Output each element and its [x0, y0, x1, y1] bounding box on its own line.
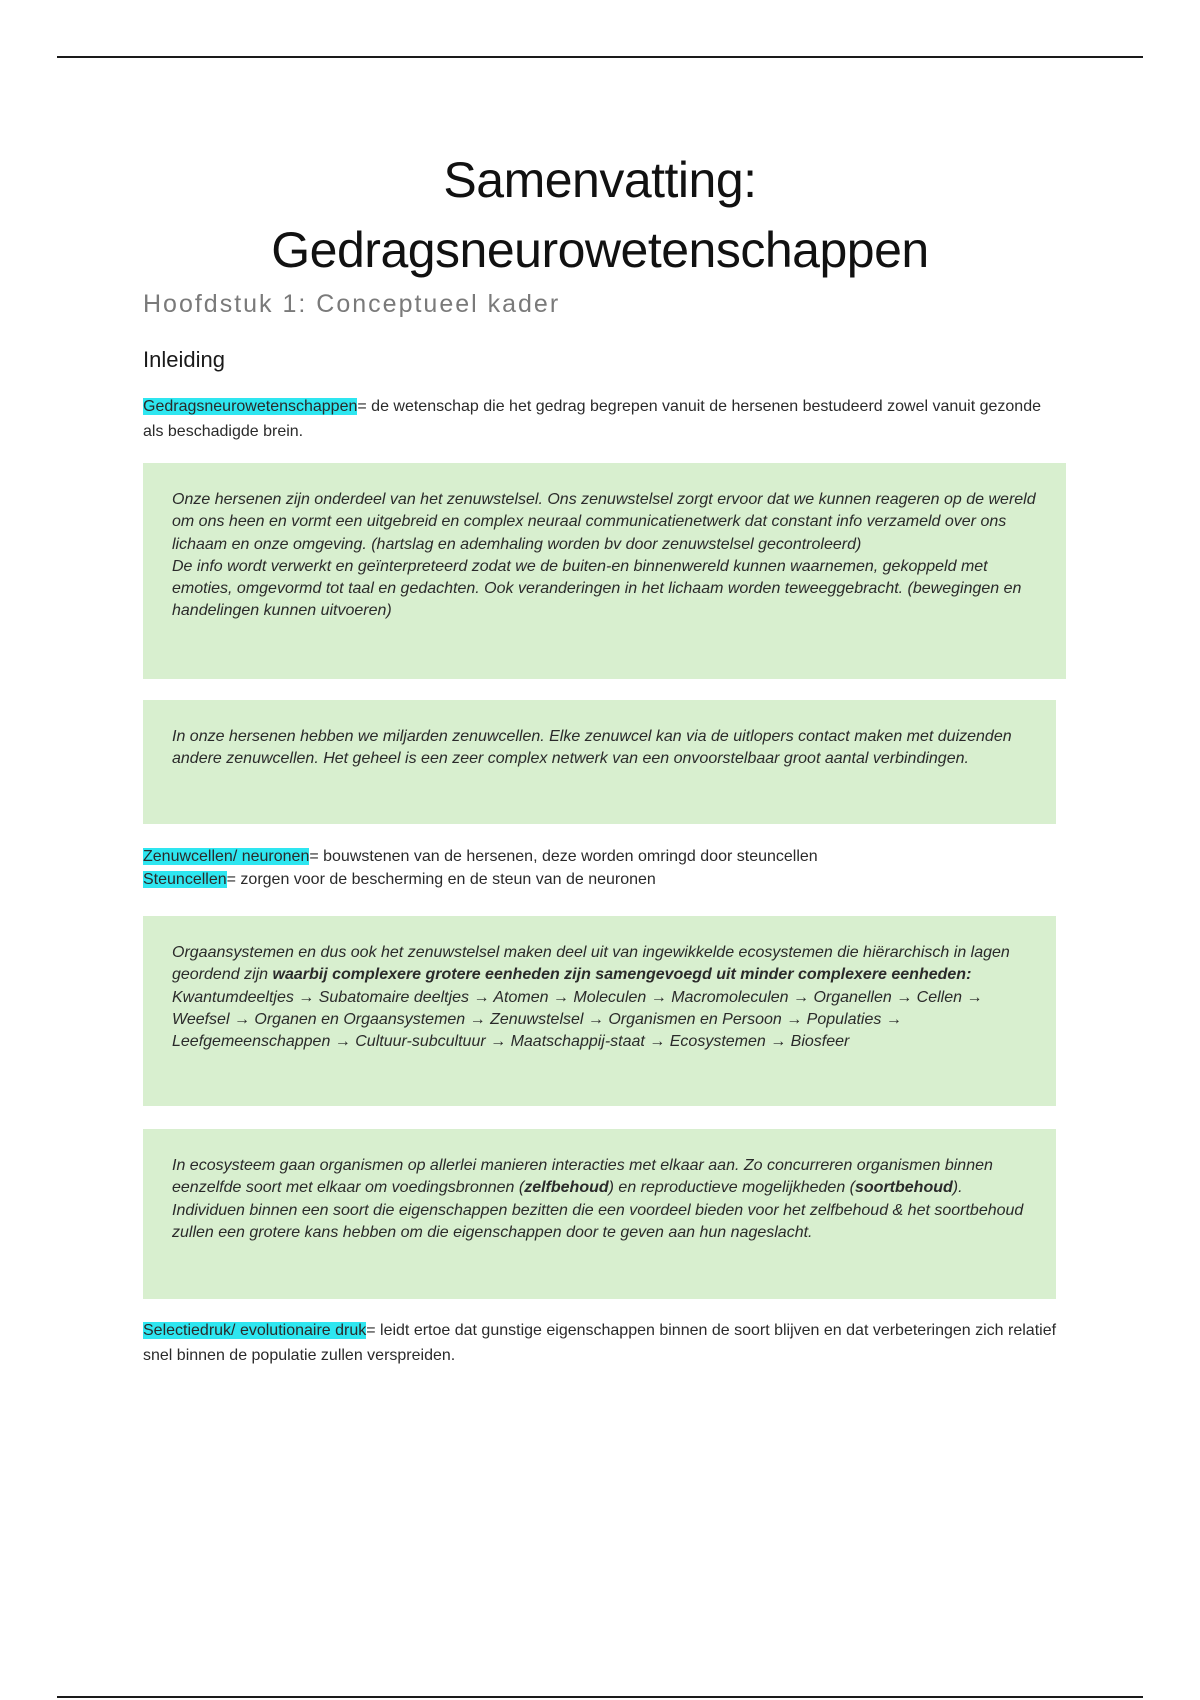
- highlighted-term: Selectiedruk/ evolutionaire druk: [143, 1322, 367, 1339]
- definition-text: = leidt ertoe dat gunstige eigenschappen binnen de soort blijven en dat verbeteringen zich relatief snel binnen de populatie zullen verspreiden.: [143, 1322, 1057, 1364]
- info-box-ecosystemen-hierarchie: [143, 916, 1056, 1106]
- definitions-neuronen: [143, 846, 1063, 891]
- box-paragraph: De info wordt verwerkt en geïnterpreteerd zodat we de buiten-en binnenwereld kunnen waarnemen, gekoppeld met emoties, omgevormd tot taal en gedachten. Ook veranderingen in het lichaam worden teweeggebracht. (bewegingen en handelingen kunnen uitvoeren): [172, 557, 1022, 620]
- box-paragraph: [172, 1155, 1028, 1244]
- definition-selectiedruk: [143, 1318, 1063, 1368]
- title-line-1: Samenvatting:: [443, 152, 757, 208]
- definition-text: = bouwstenen van de hersenen, deze worden omringd door steuncellen: [309, 848, 818, 865]
- info-box-interacties: [143, 1129, 1056, 1299]
- definition-text: = de wetenschap die het gedrag begrepen vanuit de hersenen bestudeerd zowel vanuit gezonde als beschadigde brein.: [143, 398, 1041, 440]
- box-paragraph: Onze hersenen zijn onderdeel van het zenuwstelsel. Ons zenuwstelsel zorgt ervoor dat we kunnen reageren op de wereld om ons heen en vormt een uitgebreid en complex neuraal communicatienetwerk dat constant info verzameld over ons lichaam en onze omgeving. (hartslag en ademhaling worden bv door zenuwstelsel gecontroleerd): [172, 491, 1036, 553]
- box-text: ). Individuen binnen een soort die eigenschappen bezitten die een voordeel bieden voor het zelfbehoud & het soortbehoud zullen een grotere kans hebben om die eigenschappen door te geven aan hun nageslacht.: [172, 1179, 1024, 1241]
- highlighted-term: Gedragsneurowetenschappen: [143, 398, 358, 415]
- definition-steuncellen: [143, 869, 1063, 892]
- title-line-2: Gedragsneurowetenschappen: [271, 222, 929, 278]
- bottom-rule: [57, 1696, 1143, 1698]
- box-text: In ecosysteem gaan organismen op allerlei manieren interacties met elkaar aan. Zo concurreren organismen binnen eenzelfde soort met elkaar om voedingsbronnen (: [172, 1157, 993, 1197]
- info-box-zenuwstelsel: [143, 463, 1066, 679]
- box-paragraph: [172, 942, 1028, 987]
- section-heading: Inleiding: [143, 347, 225, 372]
- box-bold-text: waarbij complexere grotere eenheden zijn samengevoegd uit minder complexere eenheden:: [272, 966, 972, 984]
- definition-gedragsneurowetenschappen: [143, 394, 1063, 444]
- chapter-heading: Hoofdstuk 1: Conceptueel kader: [143, 290, 561, 318]
- hierarchy-chain: Kwantumdeeltjes → Subatomaire deeltjes → Atomen → Moleculen → Macromoleculen → Organellen → Cellen → Weefsel → Organen en Orgaansystemen → Zenuwstelsel → Organismen en Persoon → Populaties → Leefgemeenschappen → Cultuur-subcultuur → Maatschappij-staat → Ecosystemen → Biosfeer: [172, 988, 983, 1051]
- info-box-zenuwcellen: [143, 700, 1056, 824]
- highlighted-term: Zenuwcellen/ neuronen: [143, 848, 310, 865]
- definition-text: = zorgen voor de bescherming en de steun van de neuronen: [226, 870, 656, 888]
- box-text: ) en reproductieve mogelijkheden (: [608, 1179, 855, 1197]
- top-rule: [57, 56, 1143, 58]
- page-title: [0, 145, 1200, 285]
- box-bold-zelfbehoud: zelfbehoud: [524, 1179, 609, 1197]
- highlighted-term: Steuncellen: [143, 870, 227, 888]
- box-intro-text: Orgaansystemen en dus ook het zenuwstelsel maken deel uit van ingewikkelde ecosystemen die hiërarchisch in lagen geordend zijn: [172, 944, 1010, 984]
- definition-zenuwcellen: [143, 846, 1063, 869]
- box-bold-soortbehoud: soortbehoud: [855, 1179, 953, 1197]
- box-paragraph: In onze hersenen hebben we miljarden zenuwcellen. Elke zenuwcel kan via de uitlopers contact maken met duizenden andere zenuwcellen. Het geheel is een zeer complex netwerk van een onvoorstelbaar groot aantal verbindingen.: [172, 728, 1012, 768]
